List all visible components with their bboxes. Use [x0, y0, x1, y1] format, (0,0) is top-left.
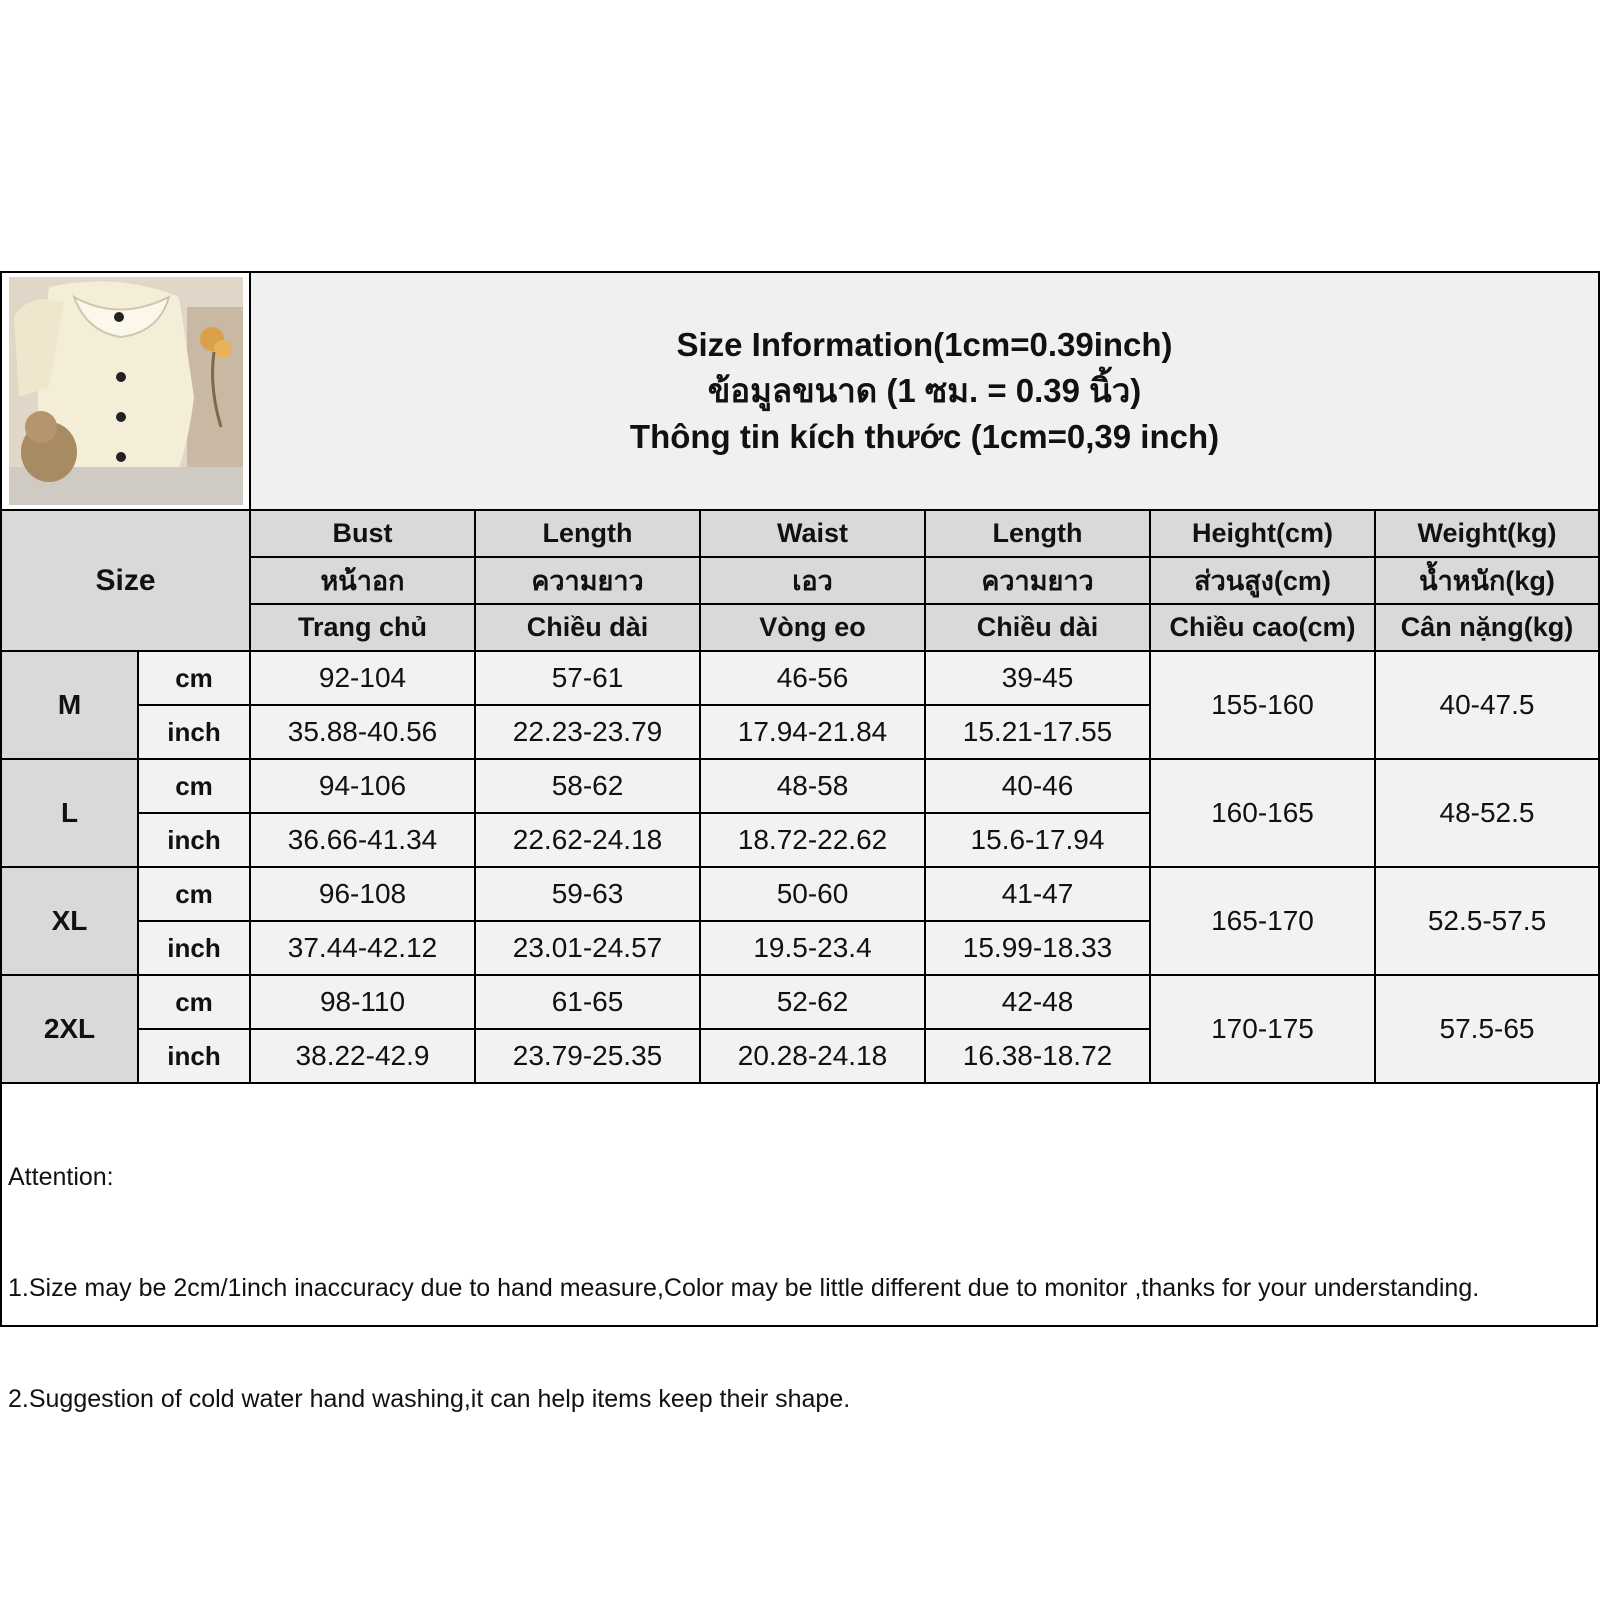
table-row [1, 867, 1599, 921]
title-vietnamese: Thông tin kích thước (1cm=0,39 inch) [629, 418, 1220, 455]
size-label: 2XL [1, 975, 138, 1083]
weight-range: 52.5-57.5 [1375, 867, 1599, 975]
height-range: 165-170 [1150, 867, 1375, 975]
bust-inch: 36.66-41.34 [250, 813, 475, 867]
header-waist-vi: Vòng eo [700, 604, 925, 651]
size-label: XL [1, 867, 138, 975]
waist-inch: 18.72-22.62 [700, 813, 925, 867]
header-height-vi: Chiều cao(cm) [1150, 604, 1375, 651]
header-bust-vi: Trang chủ [250, 604, 475, 651]
waist-cm: 50-60 [700, 867, 925, 921]
unit-label: inch [138, 705, 250, 759]
size-header: Size [1, 510, 250, 651]
notes-heading: Attention: [8, 1163, 114, 1191]
header-pants-length-en: Length [925, 510, 1150, 557]
waist-cm: 52-62 [700, 975, 925, 1029]
size-table [0, 271, 1600, 1084]
length-inch: 22.23-23.79 [475, 705, 700, 759]
waist-inch: 19.5-23.4 [700, 921, 925, 975]
note-item-1: 1.Size may be 2cm/1inch inaccuracy due to hand measure,Color may be little different due to monitor ,thanks for your understanding. [8, 1274, 1480, 1302]
unit-label: cm [138, 651, 250, 705]
bust-cm: 92-104 [250, 651, 475, 705]
unit-label: cm [138, 975, 250, 1029]
length-cm: 58-62 [475, 759, 700, 813]
header-weight-th: น้ำหนัก(kg) [1375, 557, 1599, 604]
unit-label: inch [138, 813, 250, 867]
table-row [1, 651, 1599, 705]
pants-length-inch: 15.99-18.33 [925, 921, 1150, 975]
length-inch: 22.62-24.18 [475, 813, 700, 867]
pants-length-inch: 15.6-17.94 [925, 813, 1150, 867]
pants-length-cm: 42-48 [925, 975, 1150, 1029]
title-thai: ข้อมูลขนาด (1 ซม. = 0.39 นิ้ว) [707, 372, 1142, 409]
header-length-en: Length [475, 510, 700, 557]
header-weight-en: Weight(kg) [1375, 510, 1599, 557]
length-cm: 59-63 [475, 867, 700, 921]
header-length-th: ความยาว [475, 557, 700, 604]
length-cm: 57-61 [475, 651, 700, 705]
length-cm: 61-65 [475, 975, 700, 1029]
note-item-2: 2.Suggestion of cold water hand washing,it can help items keep their shape. [8, 1385, 851, 1413]
unit-label: inch [138, 1029, 250, 1083]
header-length-vi: Chiều dài [475, 604, 700, 651]
header-bust-en: Bust [250, 510, 475, 557]
waist-inch: 20.28-24.18 [700, 1029, 925, 1083]
weight-range: 48-52.5 [1375, 759, 1599, 867]
size-label: M [1, 651, 138, 759]
pants-length-cm: 39-45 [925, 651, 1150, 705]
product-photo-cell [1, 272, 250, 510]
table-row [1, 975, 1599, 1029]
waist-inch: 17.94-21.84 [700, 705, 925, 759]
waist-cm: 48-58 [700, 759, 925, 813]
product-photo-pajama-icon [9, 277, 243, 505]
pants-length-cm: 41-47 [925, 867, 1150, 921]
weight-range: 40-47.5 [1375, 651, 1599, 759]
pants-length-inch: 16.38-18.72 [925, 1029, 1150, 1083]
table-row [1, 759, 1599, 813]
height-range: 170-175 [1150, 975, 1375, 1083]
unit-label: cm [138, 867, 250, 921]
waist-cm: 46-56 [700, 651, 925, 705]
header-pants-length-th: ความยาว [925, 557, 1150, 604]
header-weight-vi: Cân nặng(kg) [1375, 604, 1599, 651]
height-range: 160-165 [1150, 759, 1375, 867]
size-label: L [1, 759, 138, 867]
unit-label: cm [138, 759, 250, 813]
bust-inch: 35.88-40.56 [250, 705, 475, 759]
size-chart [0, 271, 1598, 1413]
length-inch: 23.79-25.35 [475, 1029, 700, 1083]
header-waist-th: เอว [700, 557, 925, 604]
header-bust-th: หน้าอก [250, 557, 475, 604]
pants-length-inch: 15.21-17.55 [925, 705, 1150, 759]
bust-cm: 98-110 [250, 975, 475, 1029]
bust-inch: 37.44-42.12 [250, 921, 475, 975]
attention-notes [8, 1085, 1568, 1492]
header-waist-en: Waist [700, 510, 925, 557]
bust-cm: 94-106 [250, 759, 475, 813]
bust-cm: 96-108 [250, 867, 475, 921]
pants-length-cm: 40-46 [925, 759, 1150, 813]
title-cell [250, 272, 1599, 510]
height-range: 155-160 [1150, 651, 1375, 759]
weight-range: 57.5-65 [1375, 975, 1599, 1083]
unit-label: inch [138, 921, 250, 975]
bust-inch: 38.22-42.9 [250, 1029, 475, 1083]
length-inch: 23.01-24.57 [475, 921, 700, 975]
header-height-en: Height(cm) [1150, 510, 1375, 557]
title-english: Size Information(1cm=0.39inch) [676, 326, 1173, 363]
header-height-th: ส่วนสูง(cm) [1150, 557, 1375, 604]
header-pants-length-vi: Chiều dài [925, 604, 1150, 651]
